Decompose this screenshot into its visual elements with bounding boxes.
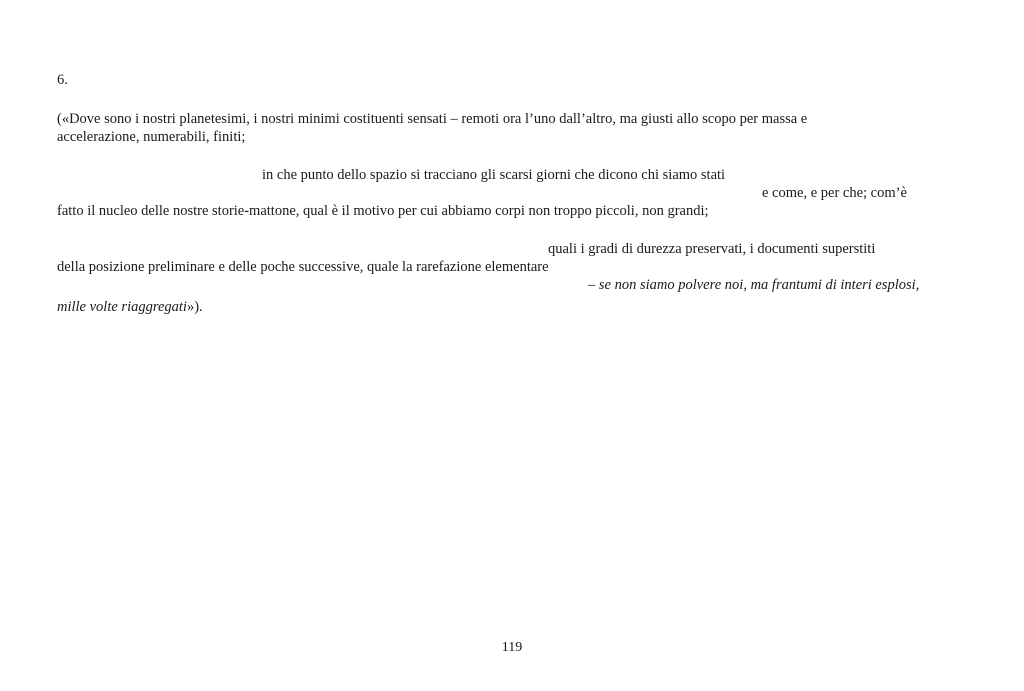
poem-line-italic: mille volte riaggregati [57,299,187,315]
poem-line: fatto il nucleo delle nostre storie-mattone, qual è il motivo per cui abbiamo corpi non troppo piccoli, non grandi; [57,203,709,219]
poem-line: in che punto dello spazio si tracciano gli scarsi giorni che dicono chi siamo stati [262,167,726,183]
poem-line: accelerazione, numerabili, finiti; [57,129,246,145]
poem-line: e come, e per che; com’è [762,185,907,201]
poem-line: («Dove sono i nostri planetesimi, i nostri minimi costituenti sensati – remoti ora l’uno dall’altro, ma giusti allo scopo per massa e [57,111,808,127]
poem-line: della posizione preliminare e delle poche successive, quale la rarefazione elementare [57,259,549,275]
poem-closing-punctuation: »). [186,299,203,315]
poem-line: quali i gradi di durezza preservati, i documenti superstiti [548,241,876,257]
poem-line-italic: – se non siamo polvere noi, ma frantumi di interi esplosi, [588,277,920,293]
section-number: 6. [57,72,68,88]
page-number: 119 [501,640,523,655]
poem-closing-line [57,298,203,316]
